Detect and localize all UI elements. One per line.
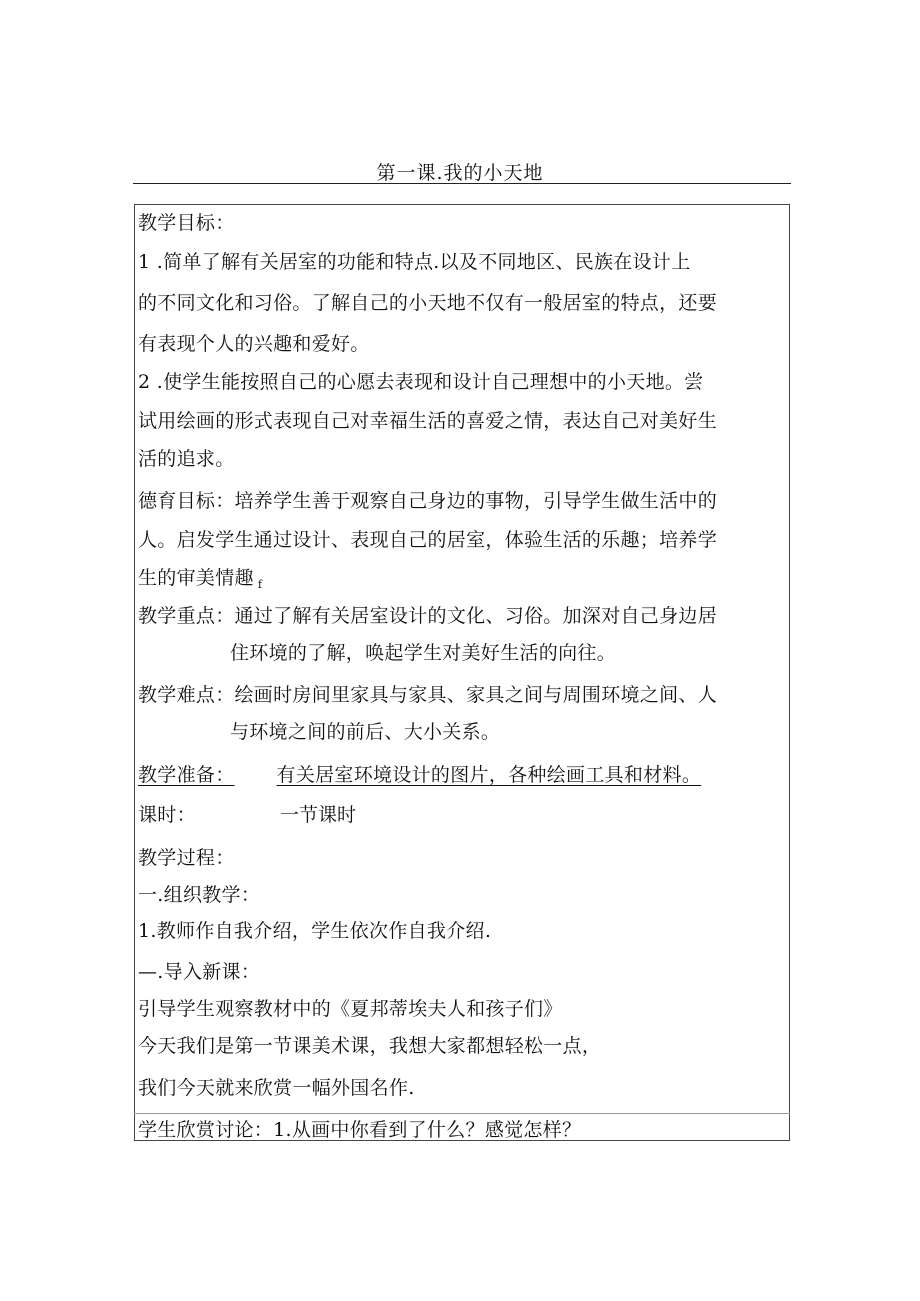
objective-1-line-1: 1 .简单了解有关居室的功能和特点.以及不同地区、民族在设计上 <box>138 251 691 273</box>
moral-line-2: 人。启发学生通过设计、表现自己的居室，体验生活的乐趣；培养学 <box>138 529 718 551</box>
objective-1-line-3: 有表现个人的兴趣和爱好。 <box>138 333 370 355</box>
key-points-line-2: 住环境的了解，唤起学生对美好生活的向往。 <box>230 642 617 664</box>
row-divider <box>134 1113 790 1114</box>
hours-label: 课时： <box>138 804 196 826</box>
moral-line-1: 德育目标：培养学生善于观察自己身边的事物，引导学生做生活中的 <box>138 490 718 512</box>
title-underline <box>133 183 791 184</box>
objective-2-line-3: 活的追求。 <box>138 448 235 470</box>
moral-tail-mark: f <box>257 578 263 591</box>
page-title: 第一课.我的小天地 <box>376 162 544 184</box>
section-2-heading: —.导入新课： <box>138 961 261 983</box>
preparation-label: 教学准备： <box>138 764 235 786</box>
objectives-heading: 教学目标： <box>138 212 235 234</box>
intro-line-3: 我们今天就来欣赏一幅外国名作. <box>138 1077 415 1099</box>
preparation-value: 有关居室环境设计的图片，各种绘画工具和材料。 <box>276 764 702 786</box>
difficulties-line-1: 教学难点：绘画时房间里家具与家具、家具之间与周围环境之间、人 <box>138 684 718 706</box>
objective-1-line-2: 的不同文化和习俗。了解自己的小天地不仅有一般居室的特点，还要 <box>138 292 718 314</box>
key-points-line-1: 教学重点：通过了解有关居室设计的文化、习俗。加深对自己身边居 <box>138 605 718 627</box>
objective-2-line-1: 2 .使学生能按照自己的心愿去表现和设计自己理想中的小天地。尝 <box>138 371 704 393</box>
objective-2-line-2: 试用绘画的形式表现自己对幸福生活的喜爱之情，表达自己对美好生 <box>138 410 718 432</box>
intro-line-1: 引导学生观察教材中的《夏邦蒂埃夫人和孩子们》 <box>138 998 563 1020</box>
section-1-item: 1.教师作自我介绍，学生依次作自我介绍. <box>138 920 492 942</box>
hours-row <box>138 800 196 827</box>
discussion-line: 学生欣赏讨论：1.从画中你看到了什么？感觉怎样？ <box>138 1119 582 1141</box>
moral-line-3 <box>138 563 262 591</box>
moral-line-3-text: 生的审美情趣 <box>138 567 254 589</box>
difficulties-line-2: 与环境之间的前后、大小关系。 <box>230 721 501 743</box>
preparation-row <box>138 760 701 787</box>
section-1-heading: 一.组织教学： <box>138 884 261 906</box>
intro-line-2: 今天我们是第一节课美术课，我想大家都想轻松一点， <box>138 1035 602 1057</box>
process-heading: 教学过程： <box>138 847 235 869</box>
hours-value: 一节课时 <box>280 804 357 826</box>
